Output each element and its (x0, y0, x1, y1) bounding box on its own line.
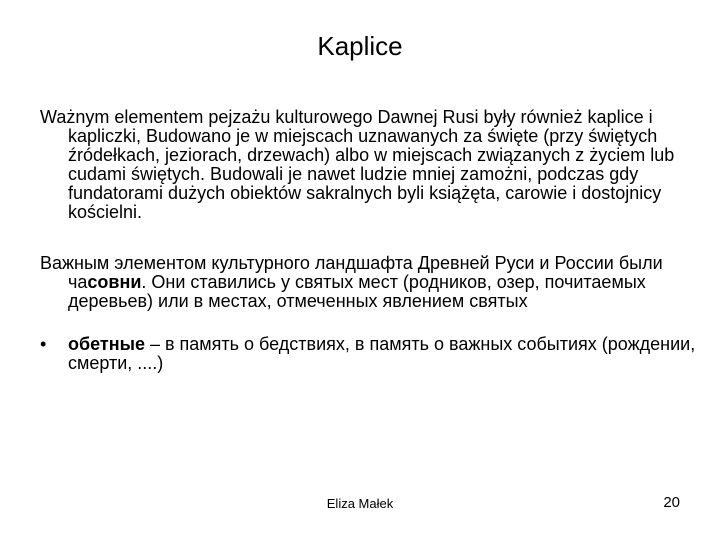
paragraph-russian-start: Важным элементом культурного ландшафта Древней Руси и России были ча (40, 253, 663, 292)
slide-title: Kaplice (317, 31, 403, 61)
paragraph-russian (40, 254, 708, 311)
bullet-bold-term: обетные (68, 334, 145, 354)
bullet-text (68, 335, 700, 373)
footer-author: Eliza Małek (326, 496, 394, 511)
paragraph-russian-end: . Они ставились у святых мест (родников, озер, почитаемых деревьев) или в местах, отмеченных явлением святых (68, 272, 646, 311)
page-number: 20 (663, 494, 680, 511)
bullet-marker: • (40, 334, 47, 354)
paragraph-polish: Ważnym elementem pejzażu kulturowego Dawnej Rusi były również kaplice i kapliczki, Budowano je w miejscach uznawanych za święte (przy świętych źródełkach, jeziorach, drzewach) albo w miejscach związanych z życiem lub cudami świętych. Budowali je nawet ludzie mniej zamożni, podczas gdy fundatorami dużych obiektów sakralnych byli książęta, carowie i dostojnicy kościelni. (40, 107, 675, 222)
bullet-description: – в память о бедствиях, в память о важных событиях (рождении, смерти, ....) (68, 334, 696, 373)
paragraph-russian-bold: совни (87, 272, 142, 292)
